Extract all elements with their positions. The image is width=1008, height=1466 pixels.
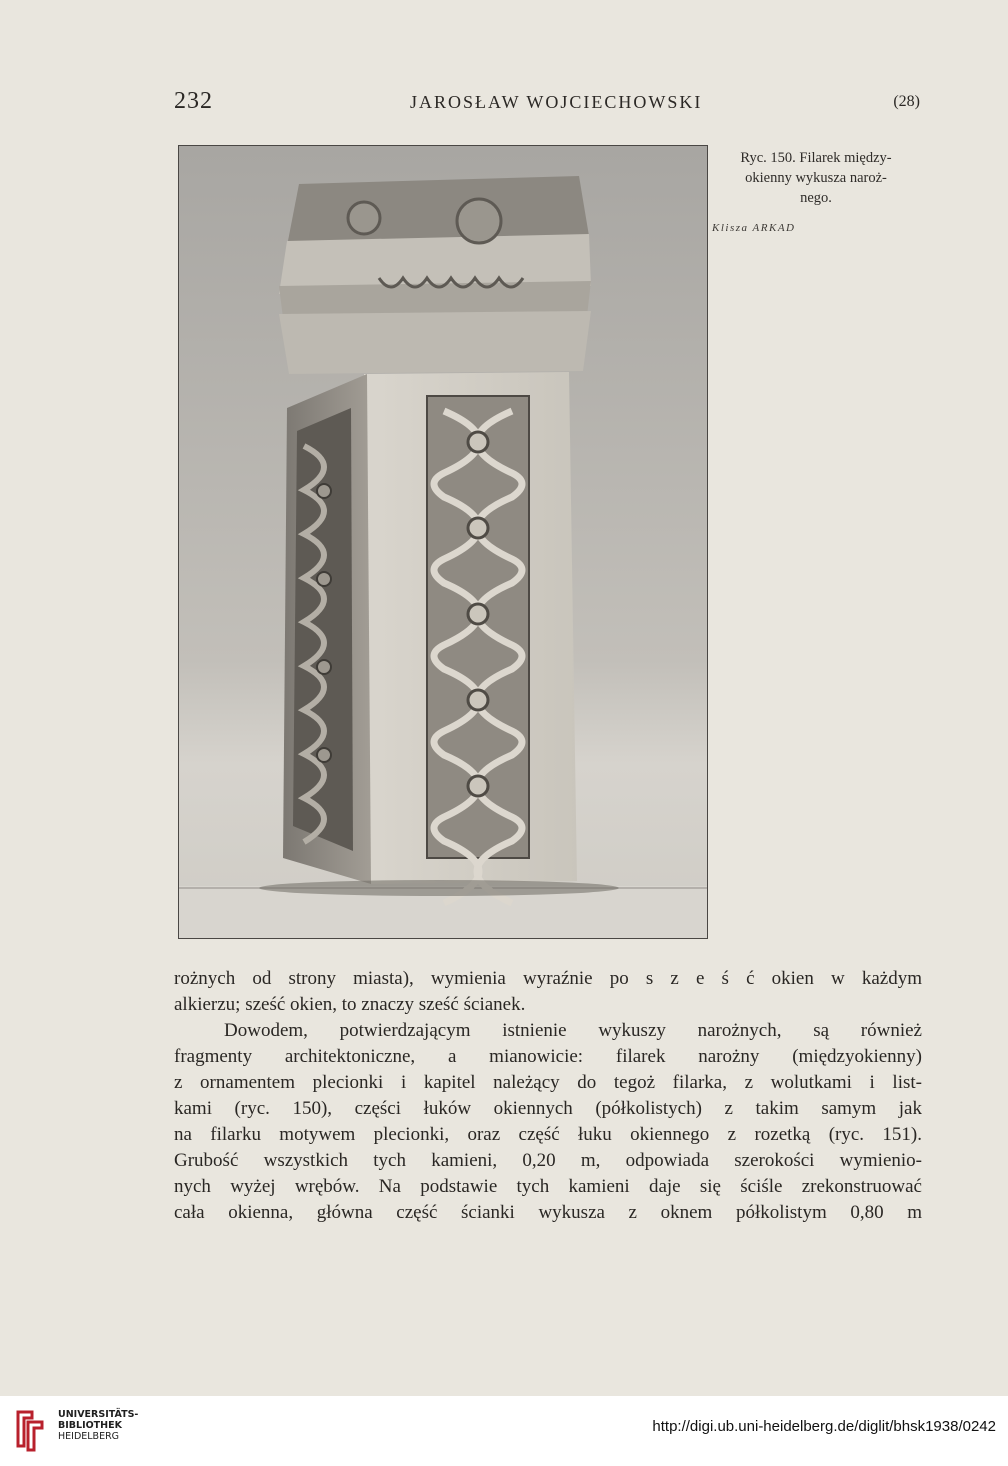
figure-photograph-pillar [178,145,708,939]
pillar-photo-illustration [179,146,707,938]
text-line: rożnych od strony miasta), wymienia wyraźnie po s z e ś ć okien w każdym [174,968,922,989]
photo-credit: Klisza ARKAD [712,222,796,234]
permalink-url[interactable]: http://digi.ub.uni-heidelberg.de/diglit/bhsk1938/0242 [652,1418,996,1435]
page-number: 232 [174,88,213,114]
library-logo-icon [10,1406,50,1452]
figure-caption [712,148,920,208]
body-text [174,966,922,1226]
running-head [174,88,920,118]
library-name-line: HEIDELBERG [58,1431,120,1442]
text-line: Dowodem, potwierdzającym istnienie wykuszy narożnych, są również [224,1020,922,1041]
caption-line: nego. [800,190,832,206]
text-line: Grubość wszystkich tych kamieni, 0,20 m, odpowiada szerokości wymienio- [174,1150,922,1171]
caption-line: Ryc. 150. Filarek między- [740,150,892,166]
caption-line: okienny wykusza naroż- [745,170,887,186]
text-line: alkierzu; sześć okien, to znaczy sześć ścianek. [174,994,526,1015]
library-name-line: UNIVERSITÄTS- [58,1409,139,1420]
text-line: fragmenty architektoniczne, a mianowicie: filarek narożny (międzyokienny) [174,1046,922,1067]
library-name-line: BIBLIOTHEK [58,1420,122,1431]
text-line: kami (ryc. 150), części łuków okiennych (półkolistych) z takim samym jak [174,1098,922,1119]
digitization-footer [0,1396,1008,1466]
text-line: na filarku motywem plecionki, oraz część łuku okiennego z rozetką (ryc. 151). [174,1124,922,1145]
running-head-author: JAROSŁAW WOJCIECHOWSKI [410,92,703,112]
library-name [58,1409,138,1442]
text-line: z ornamentem plecionki i kapitel należący do tegoż filarka, z wolutkami i list- [174,1072,922,1093]
text-line: cała okienna, główna część ścianki wykusza z oknem półkolistym 0,80 m [174,1202,922,1223]
text-line: nych wyżej wrębów. Na podstawie tych kamieni daje się ściśle zrekonstruować [174,1176,922,1197]
section-number: (28) [893,93,920,110]
